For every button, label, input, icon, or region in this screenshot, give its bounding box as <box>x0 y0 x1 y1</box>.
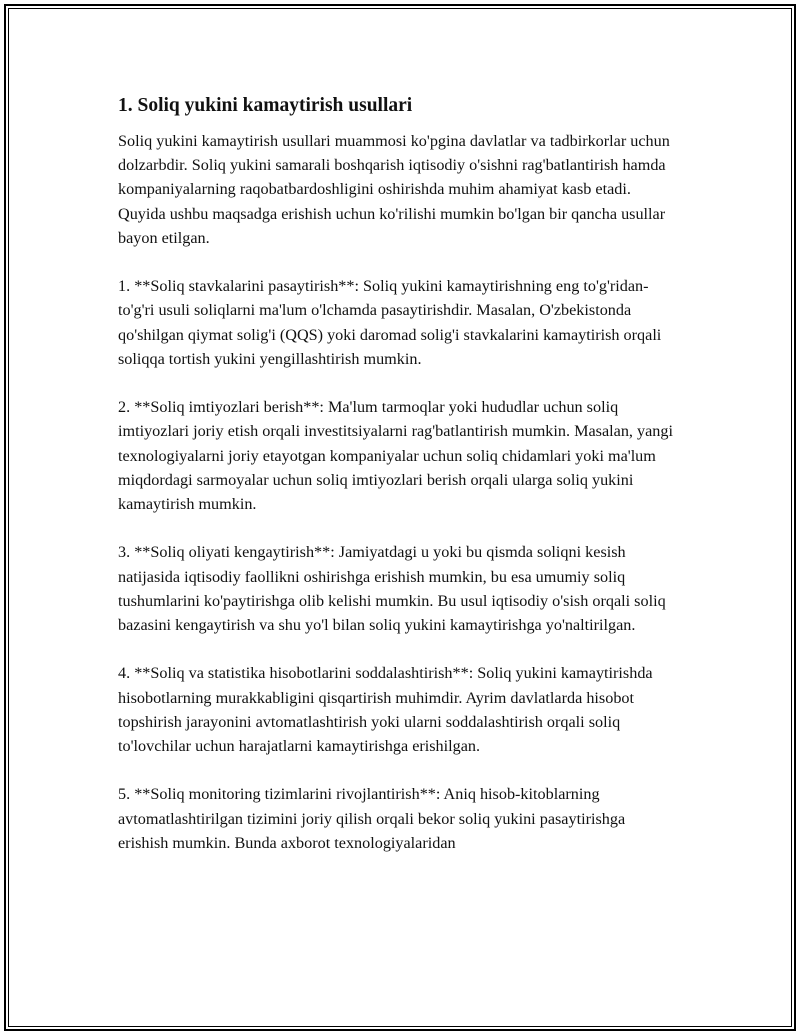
method-1-paragraph: 1. **Soliq stavkalarini pasaytirish**: Soliq yukini kamaytirishning eng to'g'ridan-to'g'ri usuli soliqlarni ma'lum o'lchamda pasaytirishdir. Masalan, O'zbekistonda qo'shilgan qiymat solig'i (QQS) yoki daromad solig'i stavkalarini kamaytirish orqali soliqqa tortish yukini yengillashtirish mumkin. <box>118 277 662 368</box>
method-3-paragraph: 3. **Soliq oliyati kengaytirish**: Jamiyatdagi u yoki bu qismda soliqni kesish natijasida iqtisodiy faollikni oshirishga erishish mumkin, bu esa umumiy soliq tushumlarini ko'paytirishga olib kelishi mumkin. Bu usul iqtisodiy o'sish orqali soliq bazasini kengaytirish va shu yo'l bilan soliq yukini kamaytirishga yo'naltirilgan. <box>118 543 666 635</box>
section-title: 1. Soliq yukini kamaytirish usullari <box>118 95 413 116</box>
method-2-paragraph: 2. **Soliq imtiyozlari berish**: Ma'lum tarmoqlar yoki hududlar uchun soliq imtiyozlari joriy etish orqali investitsiyalarni rag'batlantirish mumkin. Masalan, yangi texnologiyalarni joriy etayotgan kompaniyalar uchun soliq chidamlari yoki ma'lum miqdordagi sarmoyalar uchun soliq imtiyozlari berish orqali ularga soliq yukini kamaytirish mumkin. <box>118 398 673 514</box>
intro-paragraph: Soliq yukini kamaytirish usullari muammosi ko'pgina davlatlar va tadbirkorlar uchun dolzarbdir. Soliq yukini samarali boshqarish iqtisodiy o'sishni rag'batlantirish hamda kompaniyalarning raqobatbardoshligini oshirishda muhim ahamiyat kasb etadi. Quyida ushbu maqsadga erishish uchun ko'rilishi mumkin bo'lgan bir qancha usullar bayon etilgan. <box>118 132 670 247</box>
method-4-paragraph: 4. **Soliq va statistika hisobotlarini soddalashtirish**: Soliq yukini kamaytirishda hisobotlarning murakkabligini qisqartirish muhimdir. Ayrim davlatlarda hisobot topshirish jarayonini avtomatlashtirish yoki ularni soddalashtirish orqali soliq to'lovchilar uchun harajatlarni kamaytirishga erishilgan. <box>118 664 653 756</box>
document-body <box>118 93 678 879</box>
method-5-paragraph: 5. **Soliq monitoring tizimlarini rivojlantirish**: Aniq hisob-kitoblarning avtomatlashtirilgan tizimini joriy qilish orqali bekor soliq yukini pasaytirishga erishish mumkin. Bunda axborot texnologiyalaridan <box>118 785 626 852</box>
